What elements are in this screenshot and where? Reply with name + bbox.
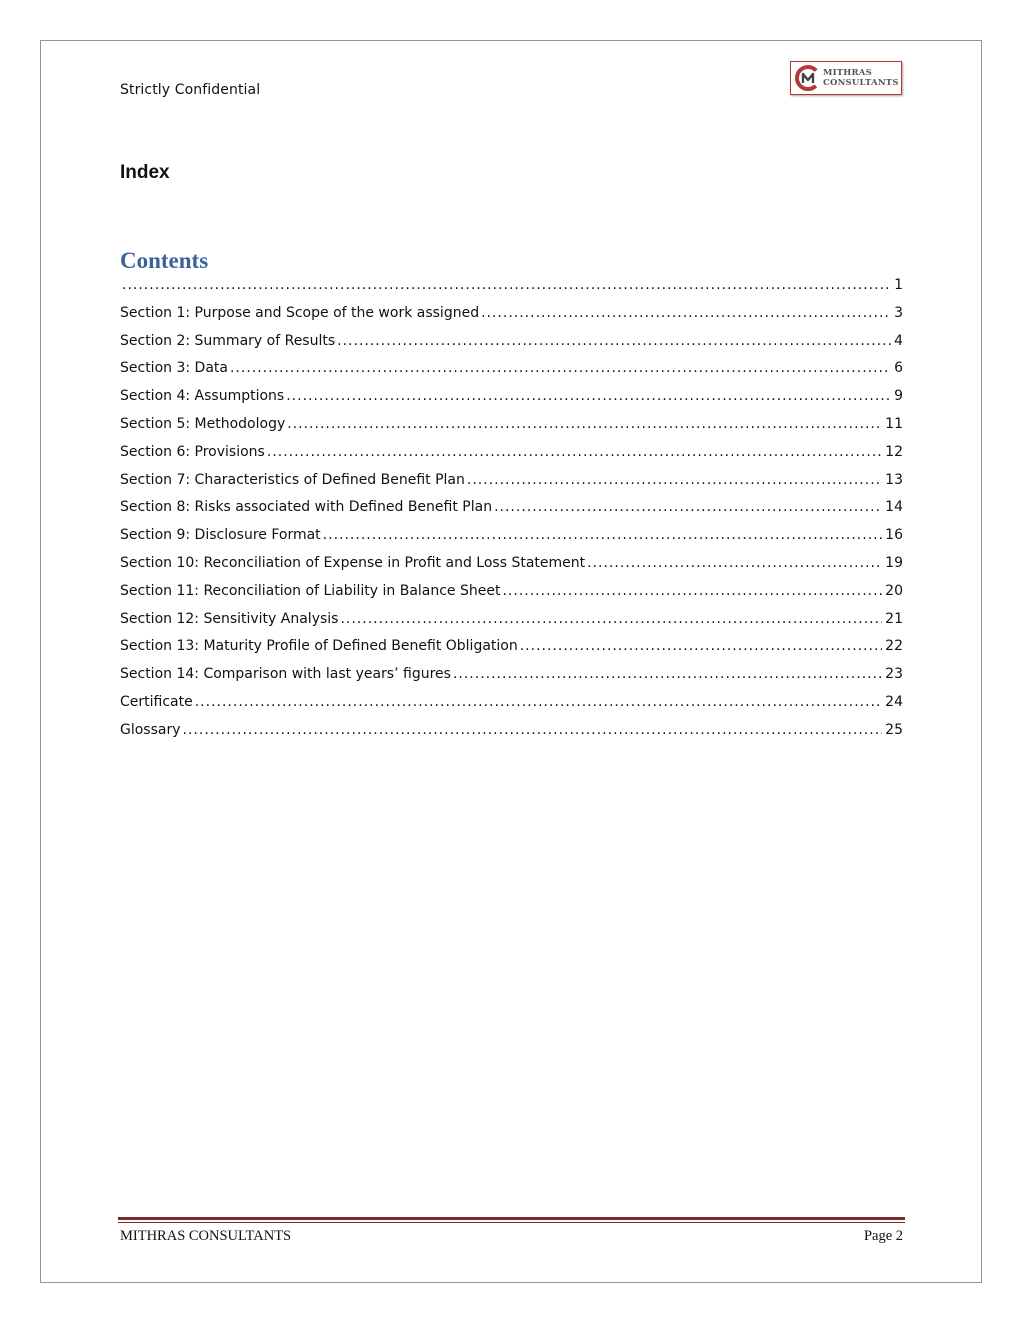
index-heading: Index [120, 162, 170, 183]
toc-entry-page: 13 [885, 471, 903, 488]
footer-page-number: Page 2 [863, 1228, 903, 1244]
toc-leader-dots [467, 472, 882, 488]
logo-line-1: MITHRAS [823, 68, 872, 78]
toc-leader-dots [287, 416, 882, 432]
toc-entry-page: 19 [885, 554, 903, 571]
toc-leader-dots [122, 277, 891, 293]
toc-entry-title: Section 2: Summary of Results [120, 332, 336, 349]
toc-entry-page: 9 [894, 388, 903, 405]
toc-entry-title: Section 14: Comparison with last years’ figures [120, 666, 451, 683]
contents-heading: Contents [120, 248, 209, 273]
toc-entry-page: 6 [894, 360, 903, 377]
toc-entry[interactable] [120, 388, 903, 416]
toc-leader-dots [267, 444, 882, 460]
toc-entry-title: Section 4: Assumptions [120, 388, 285, 405]
toc-leader-dots [337, 333, 891, 349]
toc-entry[interactable] [120, 360, 903, 388]
confidentiality-label: Strictly Confidential [120, 82, 261, 98]
toc-entry-page: 22 [885, 638, 903, 655]
toc-leader-dots [453, 666, 882, 682]
toc-entry[interactable] [120, 333, 903, 361]
toc-entry-page: 1 [894, 277, 903, 293]
toc-entry[interactable] [120, 277, 903, 305]
logo-line-2: CONSULTANTS [823, 78, 899, 88]
toc-leader-dots [195, 694, 882, 710]
toc-entry[interactable] [120, 305, 903, 333]
toc-leader-dots [286, 388, 891, 404]
toc-entry-title: Section 1: Purpose and Scope of the work assigned [120, 304, 480, 321]
toc-entry-page: 24 [885, 693, 903, 710]
toc-entry[interactable] [120, 555, 903, 583]
logo-mark-icon [795, 65, 821, 91]
toc-leader-dots [494, 499, 882, 515]
logo-wordmark [823, 68, 899, 88]
toc-entry[interactable] [120, 499, 903, 527]
toc-entry-page: 14 [885, 499, 903, 516]
toc-entry-page: 25 [885, 721, 903, 738]
toc-entry-title: Section 3: Data [120, 360, 228, 377]
toc-entry[interactable] [120, 583, 903, 611]
footer-rule-thin [118, 1222, 905, 1223]
toc-leader-dots [520, 638, 882, 654]
toc-leader-dots [183, 722, 883, 738]
toc-entry-title: Section 8: Risks associated with Defined Benefit Plan [120, 499, 493, 516]
toc-entry-title: Section 9: Disclosure Format [120, 527, 321, 544]
toc-entry[interactable] [120, 527, 903, 555]
footer-rule [118, 1217, 905, 1220]
toc-entry-page: 23 [885, 666, 903, 683]
toc-entry[interactable] [120, 638, 903, 666]
toc-entry-page: 11 [885, 415, 903, 432]
footer-company-name: MITHRAS CONSULTANTS [120, 1228, 292, 1244]
toc-entry-title: Section 11: Reconciliation of Liability in Balance Sheet [120, 582, 501, 599]
toc-entry-title: Section 10: Reconciliation of Expense in Profit and Loss Statement [120, 554, 586, 571]
toc-leader-dots [230, 360, 891, 376]
toc-entry-page: 20 [885, 582, 903, 599]
toc-entry-page: 3 [894, 304, 903, 321]
toc-entry[interactable] [120, 722, 903, 750]
toc-entry[interactable] [120, 416, 903, 444]
toc-entry-title: Certificate [120, 693, 193, 710]
toc-leader-dots [587, 555, 882, 571]
toc-leader-dots [481, 305, 891, 321]
toc-entry-title: Section 6: Provisions [120, 443, 265, 460]
toc-entry[interactable] [120, 666, 903, 694]
toc-leader-dots [323, 527, 883, 543]
toc-entry[interactable] [120, 694, 903, 722]
toc-entry[interactable] [120, 444, 903, 472]
toc-entry-title: Section 13: Maturity Profile of Defined Benefit Obligation [120, 638, 518, 655]
toc-entry-title: Glossary [120, 721, 181, 738]
table-of-contents [120, 277, 903, 750]
toc-entry-page: 12 [885, 443, 903, 460]
toc-leader-dots [340, 611, 882, 627]
toc-entry-title: Section 7: Characteristics of Defined Benefit Plan [120, 471, 465, 488]
toc-entry[interactable] [120, 472, 903, 500]
toc-entry[interactable] [120, 611, 903, 639]
toc-entry-page: 4 [894, 332, 903, 349]
toc-entry-title: Section 5: Methodology [120, 415, 286, 432]
toc-entry-page: 21 [885, 610, 903, 627]
toc-entry-title: Section 12: Sensitivity Analysis [120, 610, 339, 627]
toc-entry-page: 16 [885, 527, 903, 544]
company-logo [790, 61, 902, 95]
toc-leader-dots [502, 583, 882, 599]
